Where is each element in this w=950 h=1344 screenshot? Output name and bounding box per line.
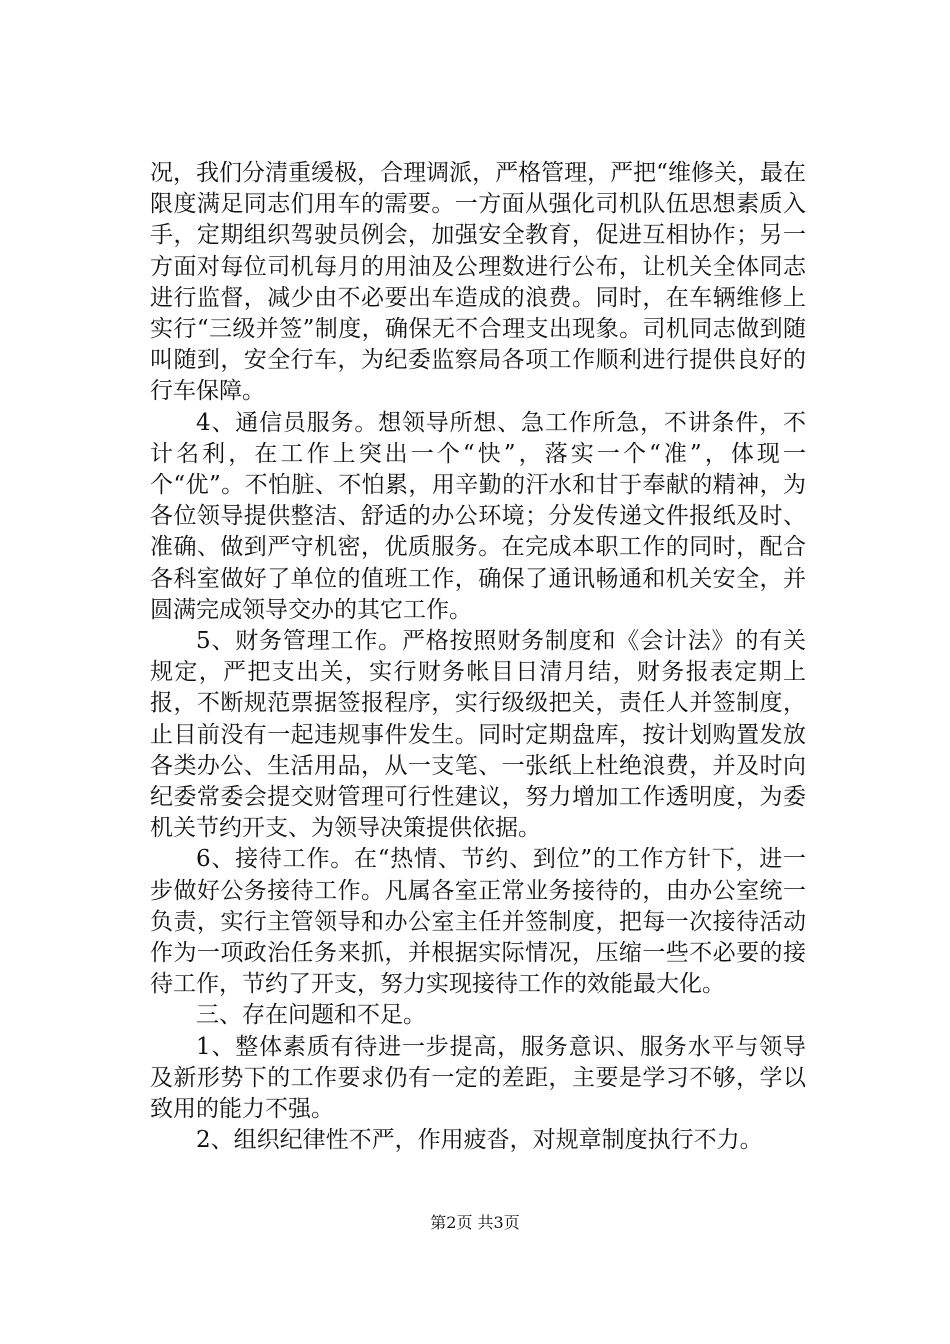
paragraph-vehicle-management: 况，我们分清重缓极，合理调派，严格管理，严把“维修关，最在限度满足同志们用车的需要。一方面从强化司机队伍思想素质入手，定期组织驾驶员例会，加强安全教育，促进互相协作；另一方面对每位司机每月的用油及公理数进行公布，让机关全体同志进行监督，减少由不必要出车造成的浪费。同时，在车辆维修上实行“三级并签”制度，确保无不合理支出现象。司机同志做到随叫随到，安全行车，为纪委监察局各项工作顺利进行提供良好的行车保障。 (150, 160, 806, 405)
page-number-footer: 第2页 共3页 (430, 1213, 520, 1232)
document-body (150, 158, 806, 1157)
paragraph-problem-2: 2、组织纪律性不严，作用疲沓，对规章制度执行不力。 (196, 1127, 763, 1154)
section-heading-problems: 三、存在问题和不足。 (196, 1002, 426, 1029)
paragraph-financial-management: 5、财务管理工作。严格按照财务制度和《会计法》的有关规定，严把支出关，实行财务帐目日清月结，财务报表定期上报，不断规范票据签报程序，实行级级把关，责任人并签制度，止目前没有一起违规事件发生。同时定期盘库，按计划购置发放各类办公、生活用品，从一支笔、一张纸上杜绝浪费，并及时向纪委常委会提交财管理可行性建议，努力增加工作透明度，为委机关节约开支、为领导决策提供依据。 (150, 628, 806, 842)
paragraph-problem-1: 1、整体素质有待进一步提高，服务意识、服务水平与领导及新形势下的工作要求仍有一定的差距，主要是学习不够，学以致用的能力不强。 (150, 1033, 806, 1123)
paragraph-messenger-service: 4、通信员服务。想领导所想、急工作所急，不讲条件，不计名利，在工作上突出一个“快”，落实一个“准”，体现一个“优”。不怕脏、不怕累，用辛勤的汗水和甘于奉献的精神，为各位领导提供整洁、舒适的办公环境；分发传递文件报纸及时、准确、做到严守机密，优质服务。在完成本职工作的同时，配合各科室做好了单位的值班工作，确保了通讯畅通和机关安全，并圆满完成领导交办的其它工作。 (150, 409, 806, 623)
paragraph-reception-work: 6、接待工作。在“热情、节约、到位”的工作方针下，进一步做好公务接待工作。凡属各室正常业务接待的，由办公室统一负责，实行主管领导和办公室主任并签制度，把每一次接待活动作为一项政治任务来抓，并根据实际情况，压缩一些不必要的接待工作，节约了开支，努力实现接待工作的效能最大化。 (150, 846, 806, 998)
